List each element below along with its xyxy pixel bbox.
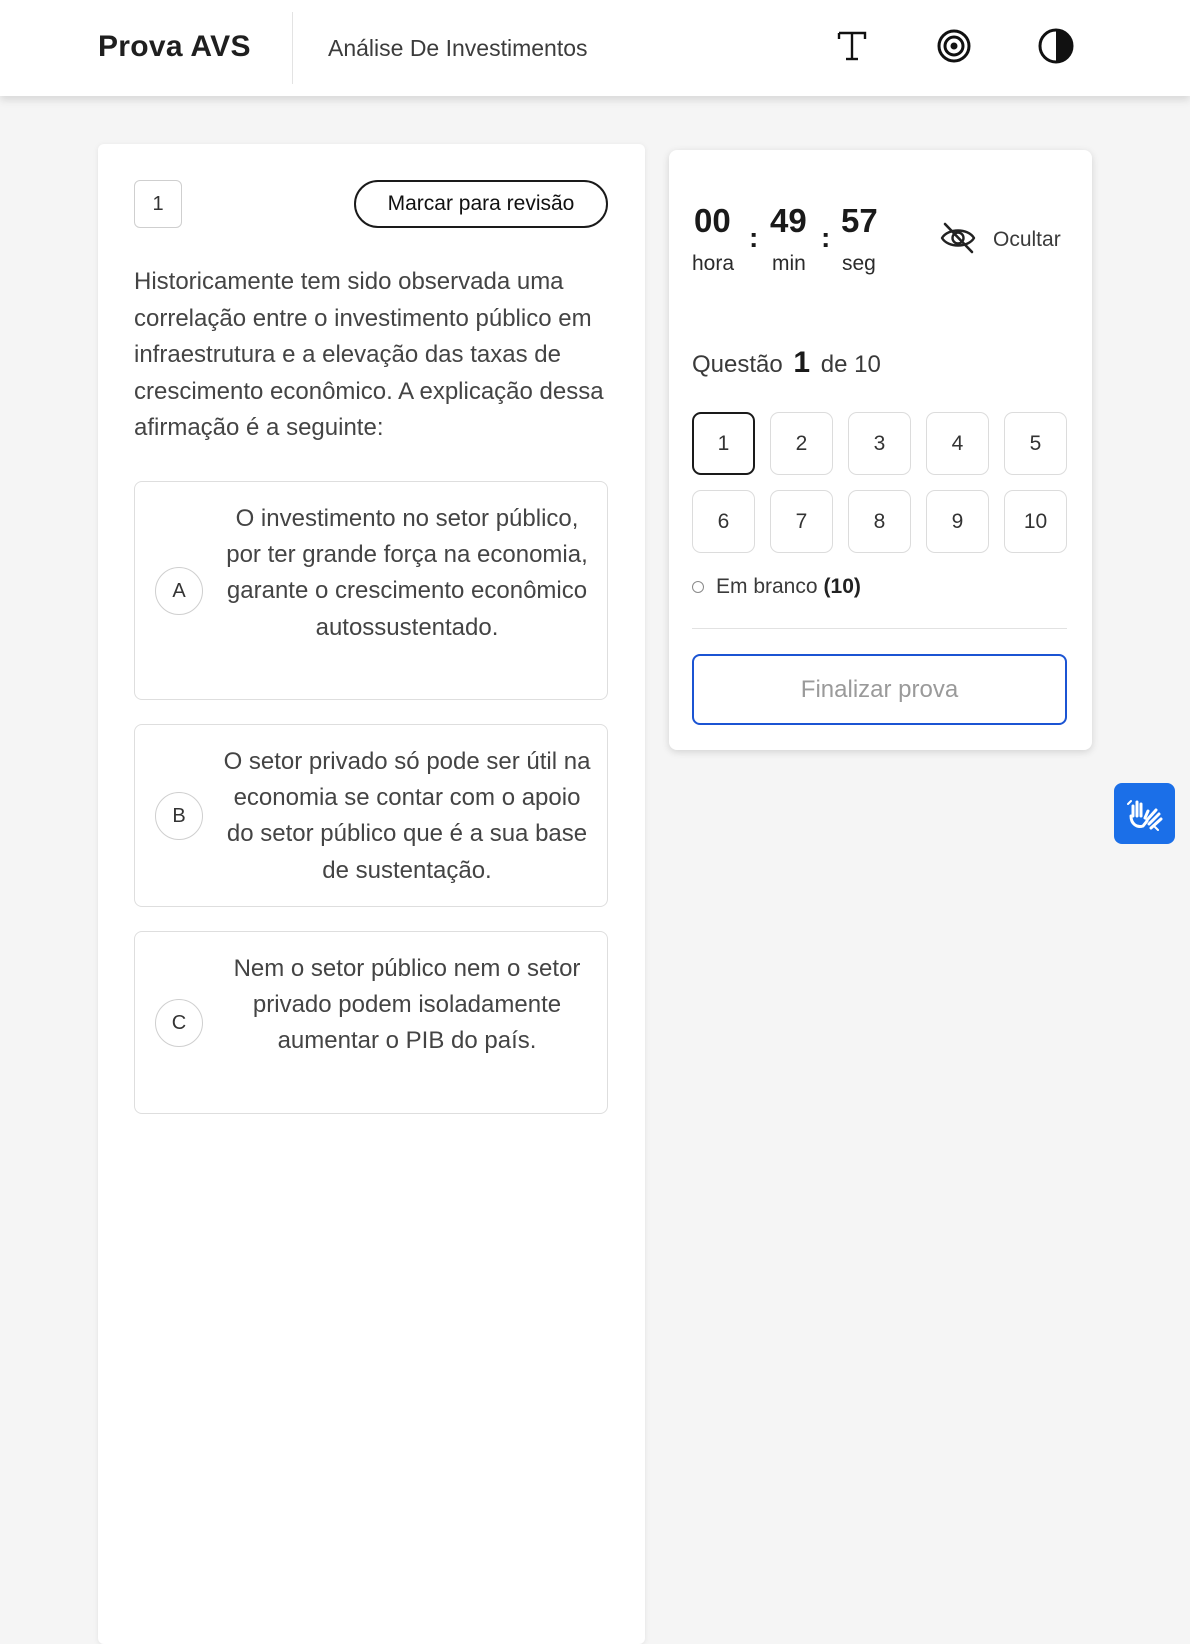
option-letter: A <box>155 567 203 615</box>
option-b[interactable] <box>134 724 608 907</box>
target-icon[interactable] <box>930 22 978 70</box>
question-nav-4[interactable]: 4 <box>926 412 989 475</box>
header-divider <box>292 12 293 84</box>
eye-off-icon <box>939 219 977 262</box>
question-progress <box>692 346 881 380</box>
option-letter: C <box>155 999 203 1047</box>
question-nav-1[interactable]: 1 <box>692 412 755 475</box>
top-header <box>0 0 1190 96</box>
progress-prefix: Questão <box>692 351 783 378</box>
option-a[interactable] <box>134 481 608 700</box>
finish-exam-button[interactable]: Finalizar prova <box>692 654 1067 725</box>
blank-status-dot <box>692 581 704 593</box>
blank-count: (10) <box>823 575 861 598</box>
progress-suffix: de 10 <box>820 351 881 378</box>
question-nav-2[interactable]: 2 <box>770 412 833 475</box>
question-nav-6[interactable]: 6 <box>692 490 755 553</box>
question-nav-10[interactable]: 10 <box>1004 490 1067 553</box>
contrast-icon[interactable] <box>1032 22 1080 70</box>
timer-seconds-label: seg <box>842 252 876 275</box>
hide-timer-label: Ocultar <box>993 228 1061 251</box>
question-nav-3[interactable]: 3 <box>848 412 911 475</box>
course-title: Análise De Investimentos <box>328 35 588 61</box>
question-nav-5[interactable]: 5 <box>1004 412 1067 475</box>
question-number: 1 <box>134 180 182 228</box>
option-text: O investimento no setor público, por ter grande força na economia, garante o crescimento econômico autossustentado. <box>226 505 588 641</box>
exam-side-panel <box>669 150 1092 750</box>
timer-separator: : <box>749 222 759 253</box>
panel-divider <box>692 628 1067 629</box>
option-c[interactable] <box>134 931 608 1114</box>
option-text: O setor privado só pode ser útil na economia se contar com o apoio do setor público que é a sua base de sustentação. <box>223 748 591 884</box>
timer-hours-label: hora <box>692 252 735 275</box>
timer-seconds: 57 <box>841 202 878 239</box>
hide-timer-button[interactable] <box>939 218 1079 262</box>
question-card <box>98 144 645 1644</box>
timer-hours: 00 <box>694 202 731 239</box>
question-text: Historicamente tem sido observada uma correlação entre o investimento público em infraestrutura e a elevação das taxas de crescimento econômico. A explicação dessa afirmação é a seguinte: <box>134 268 604 441</box>
blank-label: Em branco <box>716 575 818 598</box>
option-letter: B <box>155 792 203 840</box>
timer-minutes: 49 <box>770 202 807 239</box>
brand-title: Prova AVS <box>98 30 251 63</box>
timer-separator: : <box>821 222 831 253</box>
blank-count-legend <box>692 575 861 599</box>
mark-for-review-button[interactable]: Marcar para revisão <box>354 180 608 228</box>
question-nav-9[interactable]: 9 <box>926 490 989 553</box>
text-size-icon[interactable] <box>828 22 876 70</box>
timer-minutes-label: min <box>772 252 806 275</box>
question-nav-8[interactable]: 8 <box>848 490 911 553</box>
sign-language-hands-icon[interactable] <box>1114 783 1175 844</box>
option-text: Nem o setor público nem o setor privado podem isoladamente aumentar o PIB do país. <box>233 955 581 1055</box>
progress-current: 1 <box>793 346 811 379</box>
question-nav-7[interactable]: 7 <box>770 490 833 553</box>
